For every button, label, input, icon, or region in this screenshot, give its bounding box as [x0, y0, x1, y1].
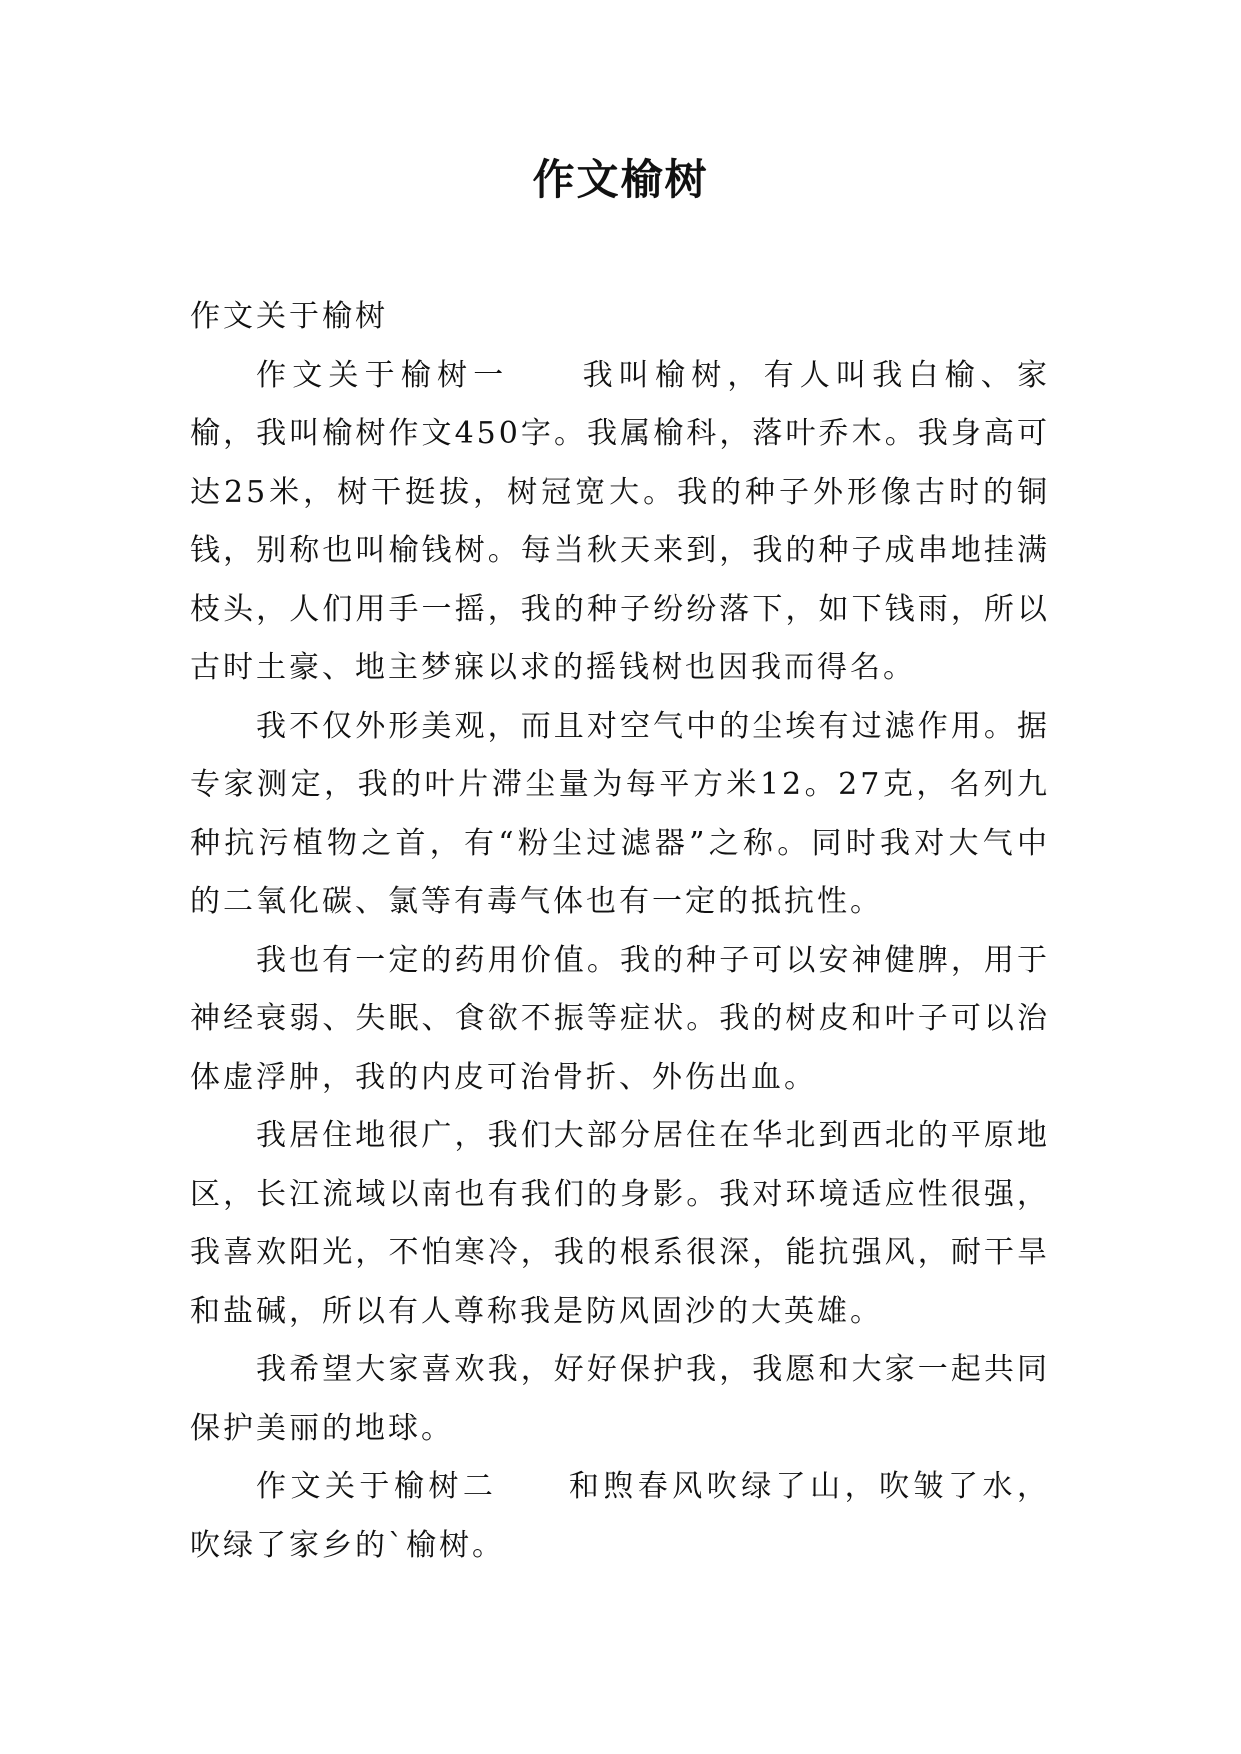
essay-heading-two: 作文关于榆树二 [256, 1469, 498, 1504]
paragraph-text: 我叫榆树，有人叫我白榆、家榆，我叫榆树作文450字。我属榆科，落叶乔木。我身高可达25米，树干挺拔，树冠宽大。我的种子外形像古时的铜钱，别称也叫榆钱树。每当秋天来到，我的种子成串地挂满枝头，人们用手一摇，我的种子纷纷落下，如下钱雨，所以古时土豪、地主梦寐以求的摇钱树也因我而得名。 [190, 357, 1051, 685]
paragraph-essay-one [190, 347, 1050, 698]
paragraph-medicinal-value: 我也有一定的药用价值。我的种子可以安神健脾，用于神经衰弱、失眠、食欲不振等症状。我的树皮和叶子可以治体虚浮肿，我的内皮可治骨折、外伤出血。 [190, 942, 1050, 1095]
document-subtitle: 作文关于榆树 [190, 299, 388, 334]
paragraph-essay-two [190, 1458, 1050, 1575]
paragraph-dust-filter: 我不仅外形美观，而且对空气中的尘埃有过滤作用。据专家测定，我的叶片滞尘量为每平方米12。27克，名列九种抗污植物之首，有“粉尘过滤器”之称。同时我对大气中的二氧化碳、氯等有毒气体也有一定的抵抗性。 [190, 708, 1050, 919]
essay-heading-one: 作文关于榆树一 [256, 357, 510, 393]
document-body [190, 288, 1050, 1575]
paragraph-text: 和煦春风吹绿了山，吹皱了水，吹绿了家乡的`榆树。 [190, 1469, 1051, 1563]
paragraph-habitat: 我居住地很广，我们大部分居住在华北到西北的平原地区，长江流域以南也有我们的身影。我对环境适应性很强，我喜欢阳光，不怕寒冷，我的根系很深，能抗强风，耐干旱和盐碱，所以有人尊称我是防风固沙的大英雄。 [190, 1118, 1050, 1329]
document-title: 作文榆树 [532, 155, 709, 204]
paragraph-closing-wish: 我希望大家喜欢我，好好保护我，我愿和大家一起共同保护美丽的地球。 [190, 1352, 1050, 1446]
